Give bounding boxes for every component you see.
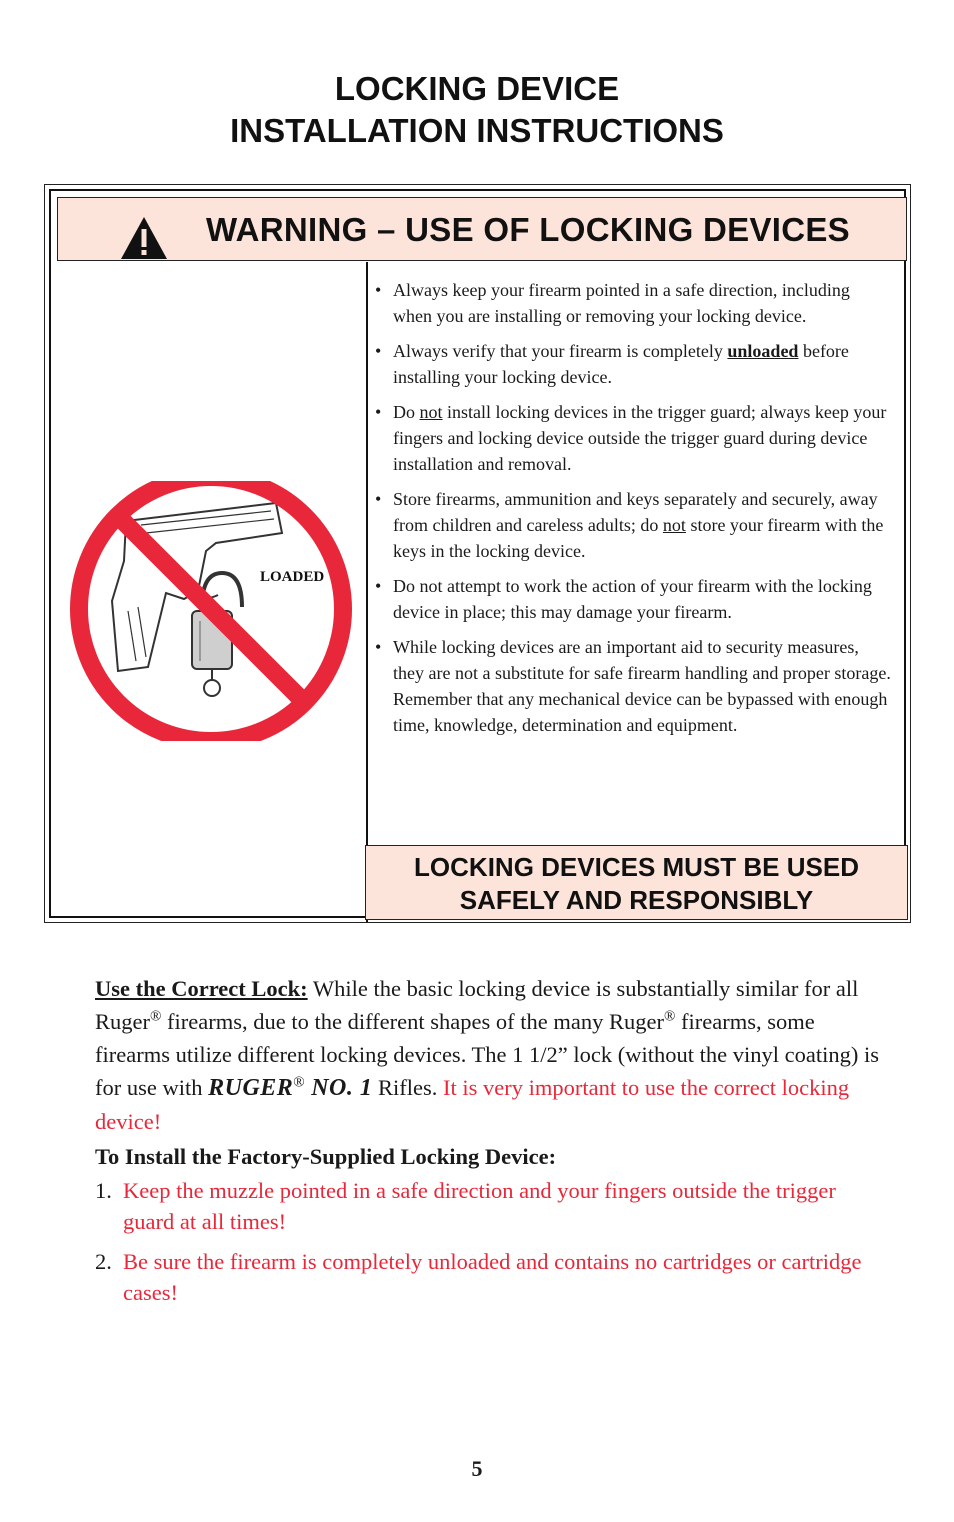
brand-ruger: RUGER: [208, 1075, 294, 1101]
correct-lock-heading: Use the Correct Lock:: [95, 976, 308, 1001]
install-steps: [95, 1175, 885, 1308]
correct-lock-warning: It is very important to use the correct locking device!: [95, 1075, 850, 1134]
loaded-label: LOADED: [260, 569, 325, 585]
warning-bullet: • While locking devices are an important aid to security measures, they are not a substitute for safe firearm handling and proper storage. Remember that any mechanical device can be bypassed with enough time, knowledge, determination and equipment.: [375, 637, 891, 735]
warning-bullet: • Do not attempt to work the action of your firearm with the locking device in place; this may damage your firearm.: [375, 576, 872, 622]
instructions-body: [95, 972, 885, 1317]
emphasis-not: not: [419, 402, 443, 422]
warning-header: [57, 197, 907, 261]
warning-footer-line-2: SAFELY AND RESPONSIBLY: [459, 885, 814, 915]
page-number: 5: [471, 1456, 483, 1481]
install-step: 2. Be sure the firearm is completely unloaded and contains no cartridges or cartridge cases!: [95, 1249, 862, 1305]
model-no1: NO. 1: [304, 1075, 373, 1101]
warning-bullet: • Store firearms, ammunition and keys separately and securely, away from children and careless adults; do not store your firearm with the keys in the locking device.: [375, 489, 884, 561]
warning-triangle-icon: [119, 215, 169, 261]
warning-bullet: • Always verify that your firearm is completely unloaded before installing your locking device.: [375, 341, 849, 387]
page-title: [0, 68, 954, 152]
emphasis-unloaded: unloaded: [727, 341, 799, 361]
install-step: 1. Keep the muzzle pointed in a safe direction and your fingers outside the trigger guard at all times!: [95, 1178, 836, 1234]
column-divider: [366, 262, 368, 922]
warning-bullet: • Always keep your firearm pointed in a safe direction, including when you are installing or removing your locking device.: [375, 280, 850, 326]
title-line-1: LOCKING DEVICE: [334, 70, 620, 107]
warning-footer: [365, 845, 908, 920]
warning-bullet: • Do not install locking devices in the trigger guard; always keep your fingers and locking device outside the trigger guard during device installation and removal.: [375, 402, 887, 474]
install-heading: To Install the Factory-Supplied Locking Device:: [95, 1144, 557, 1169]
emphasis-not: not: [662, 515, 686, 535]
warning-box: [44, 184, 911, 923]
warning-inner-frame: [49, 189, 906, 918]
warning-footer-line-1: LOCKING DEVICES MUST BE USED: [414, 852, 859, 882]
title-line-2: INSTALLATION INSTRUCTIONS: [230, 112, 724, 149]
no-loaded-firearm-illustration: [66, 481, 356, 741]
warning-bullet-list: [373, 277, 893, 747]
warning-title: WARNING – USE OF LOCKING DEVICES: [206, 211, 850, 248]
correct-lock-paragraph: Use the Correct Lock: While the basic locking device is substantially similar for all Ruger® firearms, due to the different shapes of the many Ruger® firearms, some firearms utilize different locking devices. The 1 1/2” lock (without the vinyl coating) is for use with RUGER® NO. 1 Rifles. It is very important to use the correct locking device!: [95, 976, 879, 1134]
